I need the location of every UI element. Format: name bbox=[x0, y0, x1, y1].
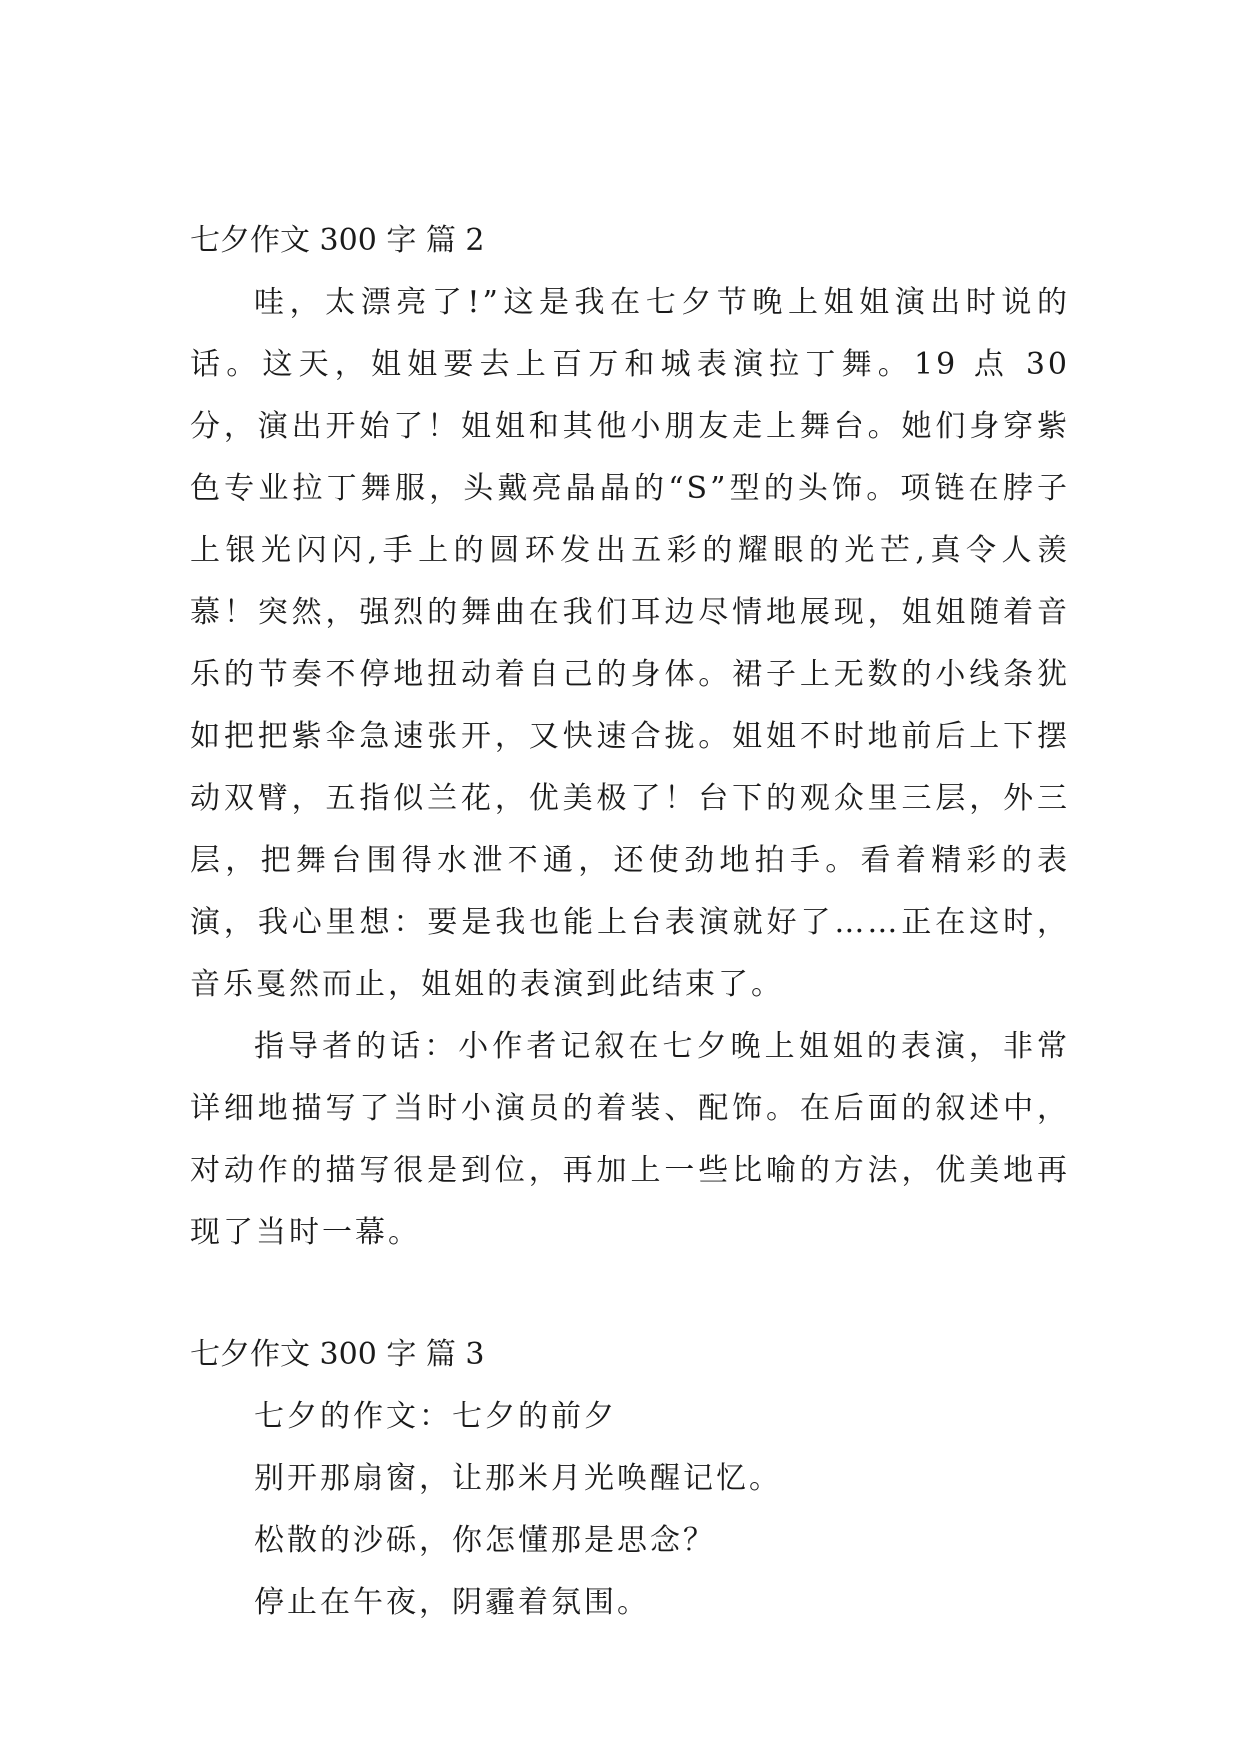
section-2-comment: 指导者的话：小作者记叙在七夕晚上姐姐的表演，非常详细地描写了当时小演员的着装、配饰。在后面的叙述中，对动作的描写很是到位，再加上一些比喻的方法，优美地再现了当时一幕。 bbox=[190, 1029, 1070, 1250]
section-3-heading: 七夕作文 300 字 篇 3 bbox=[190, 1337, 485, 1372]
document-content bbox=[190, 210, 1070, 1634]
section-2-heading: 七夕作文 300 字 篇 2 bbox=[190, 223, 485, 258]
poem-line: 别开那扇窗，让那米月光唤醒记忆。 bbox=[254, 1461, 782, 1496]
poem-line: 松散的沙砾，你怎懂那是思念？ bbox=[254, 1523, 716, 1558]
poem-line: 七夕的作文：七夕的前夕 bbox=[254, 1399, 617, 1434]
section-divider-space bbox=[190, 1264, 1070, 1324]
section-2-body: 哇，太漂亮了!”这是我在七夕节晚上姐姐演出时说的话。这天，姐姐要去上百万和城表演拉丁舞。19 点 30 分，演出开始了！姐姐和其他小朋友走上舞台。她们身穿紫色专业拉丁舞服，头戴亮晶晶的“S”型的头饰。项链在脖子上银光闪闪,手上的圆环发出五彩的耀眼的光芒,真令人羡慕！突然，强烈的舞曲在我们耳边尽情地展现，姐姐随着音乐的节奏不停地扭动着自己的身体。裙子上无数的小线条犹如把把紫伞急速张开，又快速合拢。姐姐不时地前后上下摆动双臂，五指似兰花，优美极了！台下的观众里三层，外三层，把舞台围得水泄不通，还使劲地拍手。看着精彩的表演，我心里想：要是我也能上台表演就好了……正在这时，音乐戛然而止，姐姐的表演到此结束了。 bbox=[190, 285, 1070, 1002]
poem-line: 停止在午夜，阴霾着氛围。 bbox=[254, 1585, 650, 1620]
